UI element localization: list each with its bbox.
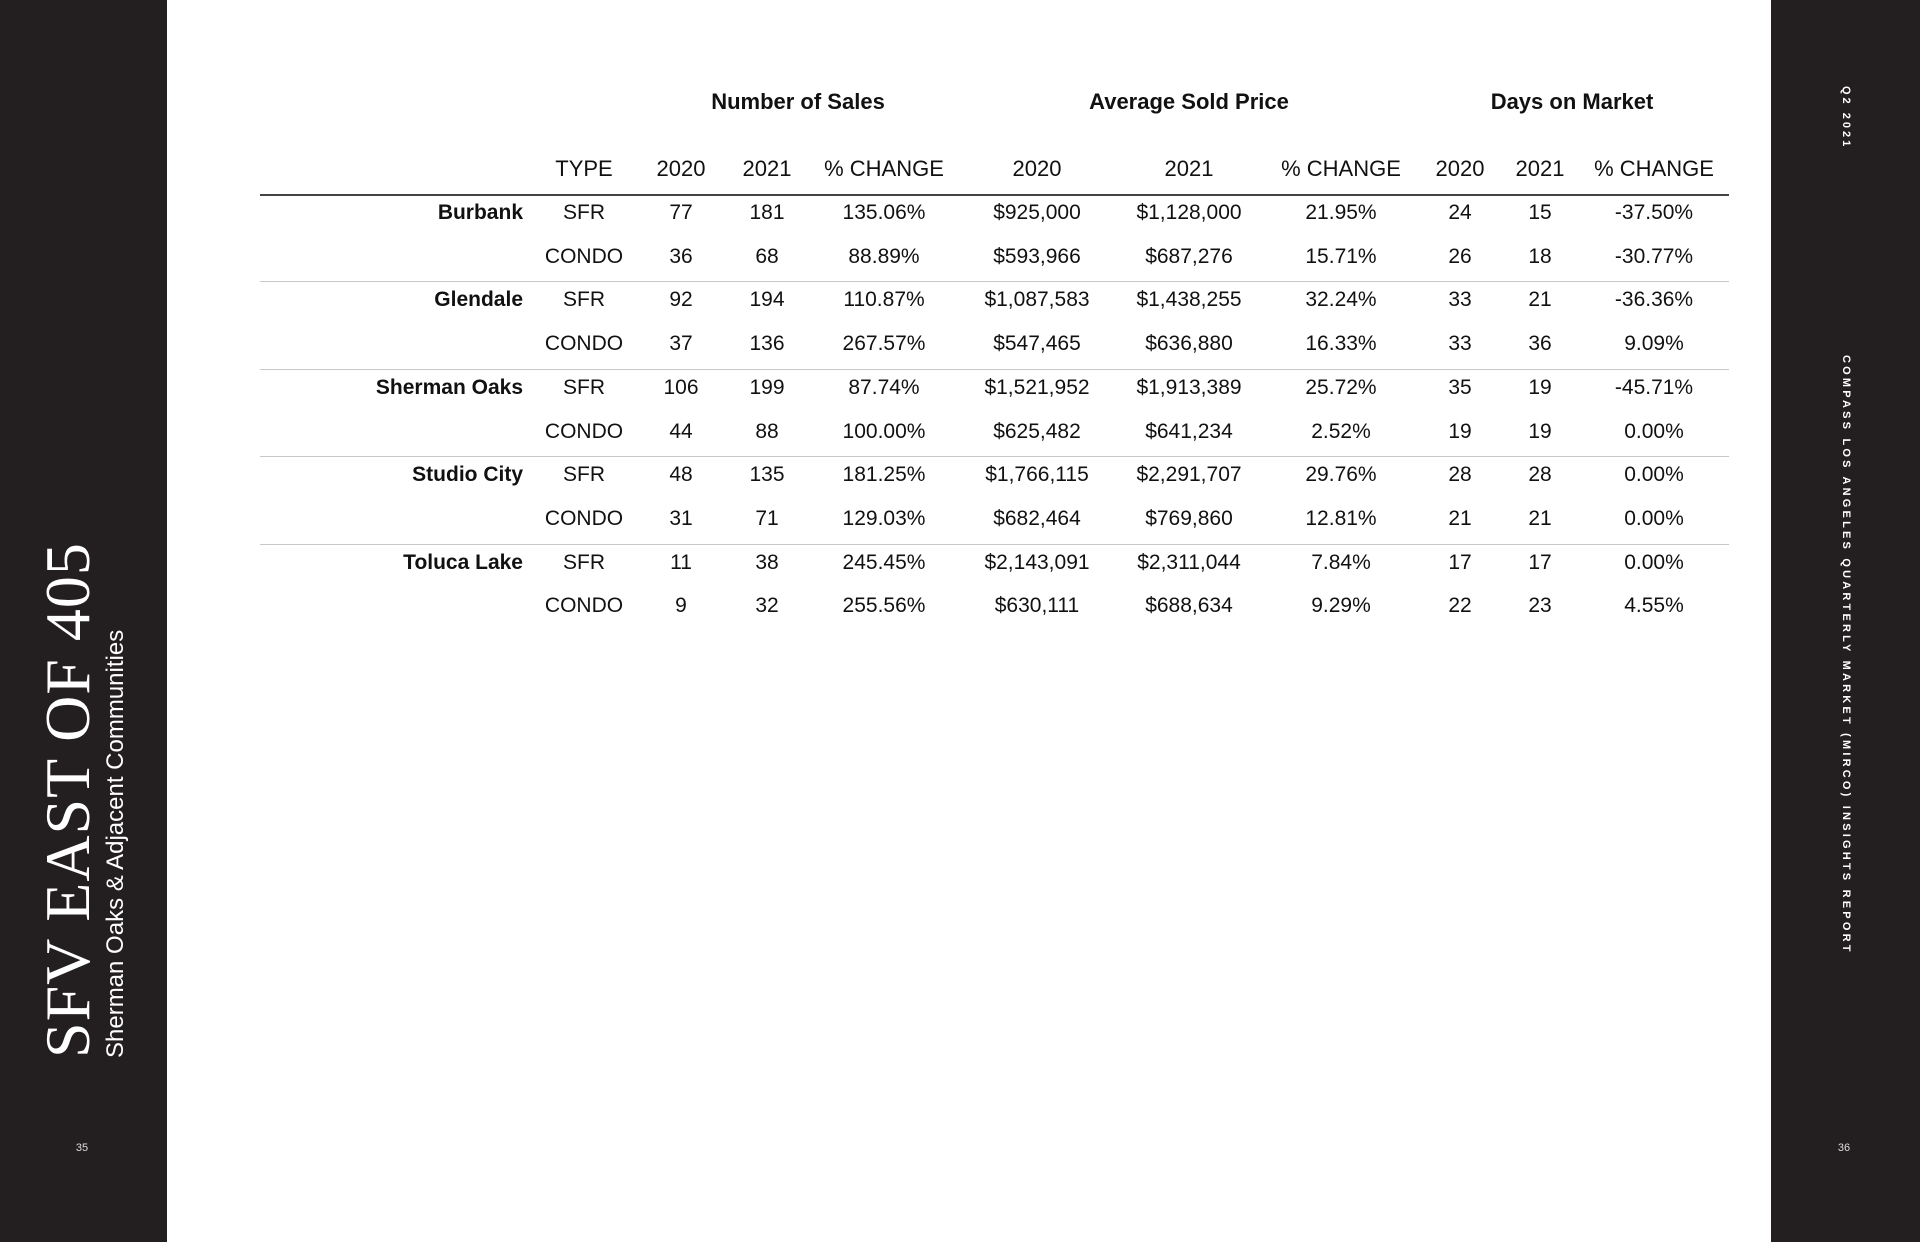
cell-dom-2021: 19 xyxy=(1528,419,1552,443)
cell-sales-2021: 32 xyxy=(755,594,779,618)
column-header-sales-change: % CHANGE xyxy=(824,156,944,181)
section-title: SFV EAST OF 405 xyxy=(32,542,103,1058)
cell-sales-2021: 38 xyxy=(755,550,779,574)
cell-price-2020: $1,521,952 xyxy=(984,375,1090,399)
cell-price-2020: $1,087,583 xyxy=(984,288,1090,312)
cell-type: CONDO xyxy=(544,332,624,356)
cell-sales-2021: 68 xyxy=(755,244,779,268)
cell-dom-change: -37.50% xyxy=(1614,201,1694,224)
cell-dom-2020: 28 xyxy=(1448,463,1472,487)
group-header-price: Average Sold Price xyxy=(1089,89,1289,114)
cell-price-2020: $1,766,115 xyxy=(985,463,1089,487)
cell-price-2020: $593,966 xyxy=(993,244,1081,268)
cell-sales-change: 100.00% xyxy=(842,419,926,443)
cell-price-change: 12.81% xyxy=(1305,506,1377,530)
cell-type: CONDO xyxy=(544,419,624,443)
row-divider xyxy=(260,281,1729,282)
section-subtitle: Sherman Oaks & Adjacent Communities xyxy=(102,629,129,1058)
cell-dom-2021: 17 xyxy=(1528,550,1552,574)
page-number-right: 36 xyxy=(1837,1142,1851,1154)
cell-price-2020: $630,111 xyxy=(994,594,1080,618)
cell-type: SFR xyxy=(563,375,605,399)
cell-sales-2021: 136 xyxy=(749,332,785,356)
column-header-sales-2020: 2020 xyxy=(656,156,706,181)
cell-price-change: 16.33% xyxy=(1305,332,1377,356)
group-header-dom: Days on Market xyxy=(1490,89,1654,114)
cell-dom-change: 9.09% xyxy=(1624,332,1684,356)
cell-sales-2020: 31 xyxy=(669,506,693,530)
report-period: Q2 2021 xyxy=(1840,86,1852,150)
cell-price-change: 7.84% xyxy=(1311,550,1371,574)
cell-price-2021: $2,311,044 xyxy=(1137,550,1241,574)
page-number-left: 35 xyxy=(75,1142,89,1154)
cell-type: CONDO xyxy=(544,506,624,530)
cell-dom-change: -36.36% xyxy=(1614,288,1694,312)
cell-dom-change: -30.77% xyxy=(1614,244,1694,268)
cell-sales-change: 129.03% xyxy=(842,506,926,530)
cell-sales-change: 267.57% xyxy=(842,332,926,356)
cell-price-change: 2.52% xyxy=(1311,419,1371,443)
cell-price-2020: $925,000 xyxy=(993,201,1081,224)
cell-dom-2021: 21 xyxy=(1528,506,1552,530)
column-header-dom-change: % CHANGE xyxy=(1594,156,1714,181)
column-header-dom-2020: 2020 xyxy=(1435,156,1485,181)
cell-dom-2021: 19 xyxy=(1528,375,1552,399)
cell-price-2020: $2,143,091 xyxy=(984,550,1090,574)
cell-dom-2020: 21 xyxy=(1448,506,1472,530)
row-divider xyxy=(260,369,1729,370)
column-header-dom-2021: 2021 xyxy=(1515,156,1565,181)
cell-type: SFR xyxy=(563,550,605,574)
cell-type: SFR xyxy=(563,463,605,487)
cell-price-change: 29.76% xyxy=(1305,463,1377,487)
cell-dom-change: -45.71% xyxy=(1614,375,1694,399)
cell-price-2021: $641,234 xyxy=(1145,419,1233,443)
cell-price-2021: $688,634 xyxy=(1145,594,1233,618)
cell-price-change: 9.29% xyxy=(1311,594,1371,618)
cell-dom-change: 0.00% xyxy=(1624,463,1684,487)
cell-sales-change: 135.06% xyxy=(842,201,926,224)
report-title: COMPASS LOS ANGELES QUARTERLY MARKET (MIRCO) INSIGHTS REPORT xyxy=(1840,355,1852,955)
column-header-type: TYPE xyxy=(555,156,613,181)
header-rule xyxy=(260,194,1729,196)
cell-sales-2020: 77 xyxy=(669,201,693,224)
cell-dom-2021: 23 xyxy=(1528,594,1552,618)
group-header-sales: Number of Sales xyxy=(711,89,885,114)
row-divider xyxy=(260,544,1729,545)
right-sidebar xyxy=(1771,0,1920,1242)
cell-sales-2020: 9 xyxy=(675,594,687,618)
cell-sales-2021: 199 xyxy=(749,375,785,399)
cell-price-2021: $636,880 xyxy=(1145,332,1233,356)
cell-price-2020: $682,464 xyxy=(993,506,1081,530)
cell-sales-2020: 37 xyxy=(669,332,693,356)
cell-price-2021: $1,438,255 xyxy=(1136,288,1242,312)
cell-sales-2020: 92 xyxy=(669,288,693,312)
cell-dom-change: 0.00% xyxy=(1624,419,1684,443)
cell-dom-2021: 21 xyxy=(1528,288,1552,312)
cell-price-2020: $625,482 xyxy=(993,419,1081,443)
cell-dom-2020: 35 xyxy=(1448,375,1472,399)
cell-dom-2021: 18 xyxy=(1528,244,1552,268)
cell-sales-change: 245.45% xyxy=(842,550,926,574)
cell-price-change: 15.71% xyxy=(1305,244,1377,268)
cell-price-change: 32.24% xyxy=(1305,288,1377,312)
cell-sales-2020: 36 xyxy=(669,244,693,268)
cell-dom-2020: 19 xyxy=(1448,419,1472,443)
cell-sales-change: 181.25% xyxy=(842,463,926,487)
cell-sales-change: 87.74% xyxy=(848,375,920,399)
cell-sales-2021: 194 xyxy=(749,288,785,312)
column-header-price-2020: 2020 xyxy=(1012,156,1062,181)
cell-price-2021: $1,913,389 xyxy=(1136,375,1242,399)
cell-price-2021: $1,128,000 xyxy=(1136,201,1242,224)
cell-dom-2020: 26 xyxy=(1448,244,1472,268)
cell-sales-2020: 44 xyxy=(669,419,693,443)
cell-type: SFR xyxy=(563,201,605,224)
cell-price-2020: $547,465 xyxy=(993,332,1081,356)
cell-dom-2020: 24 xyxy=(1448,201,1472,224)
cell-type: CONDO xyxy=(544,244,624,268)
cell-sales-change: 255.56% xyxy=(842,594,926,618)
column-header-price-change: % CHANGE xyxy=(1281,156,1401,181)
cell-sales-2021: 181 xyxy=(749,201,785,224)
area-name: Sherman Oaks xyxy=(375,375,523,399)
cell-sales-2021: 135 xyxy=(749,463,785,487)
cell-dom-change: 0.00% xyxy=(1624,550,1684,574)
cell-price-change: 25.72% xyxy=(1305,375,1377,399)
cell-sales-2021: 88 xyxy=(755,419,779,443)
area-name: Toluca Lake xyxy=(403,550,523,574)
cell-dom-2020: 17 xyxy=(1448,550,1472,574)
cell-sales-2020: 48 xyxy=(669,463,693,487)
cell-dom-change: 4.55% xyxy=(1624,594,1684,618)
column-header-price-2021: 2021 xyxy=(1164,156,1214,181)
cell-sales-2021: 71 xyxy=(755,506,779,530)
cell-price-2021: $687,276 xyxy=(1145,244,1233,268)
cell-dom-2021: 28 xyxy=(1528,463,1552,487)
column-header-sales-2021: 2021 xyxy=(742,156,792,181)
left-sidebar xyxy=(0,0,167,1242)
area-name: Glendale xyxy=(434,288,523,312)
cell-price-2021: $2,291,707 xyxy=(1136,463,1242,487)
cell-dom-2021: 15 xyxy=(1528,201,1552,224)
cell-price-2021: $769,860 xyxy=(1145,506,1233,530)
row-divider xyxy=(260,456,1729,457)
cell-dom-2020: 33 xyxy=(1448,332,1472,356)
cell-dom-2020: 33 xyxy=(1448,288,1472,312)
area-name: Burbank xyxy=(437,201,523,224)
cell-price-change: 21.95% xyxy=(1305,201,1377,224)
cell-dom-2020: 22 xyxy=(1448,594,1472,618)
cell-sales-2020: 11 xyxy=(670,550,692,574)
cell-dom-change: 0.00% xyxy=(1624,506,1684,530)
cell-dom-2021: 36 xyxy=(1528,332,1552,356)
cell-sales-change: 88.89% xyxy=(848,244,920,268)
cell-type: SFR xyxy=(563,288,605,312)
cell-sales-change: 110.87% xyxy=(843,288,925,312)
cell-sales-2020: 106 xyxy=(663,375,699,399)
area-name: Studio City xyxy=(412,463,523,487)
cell-type: CONDO xyxy=(544,594,624,618)
